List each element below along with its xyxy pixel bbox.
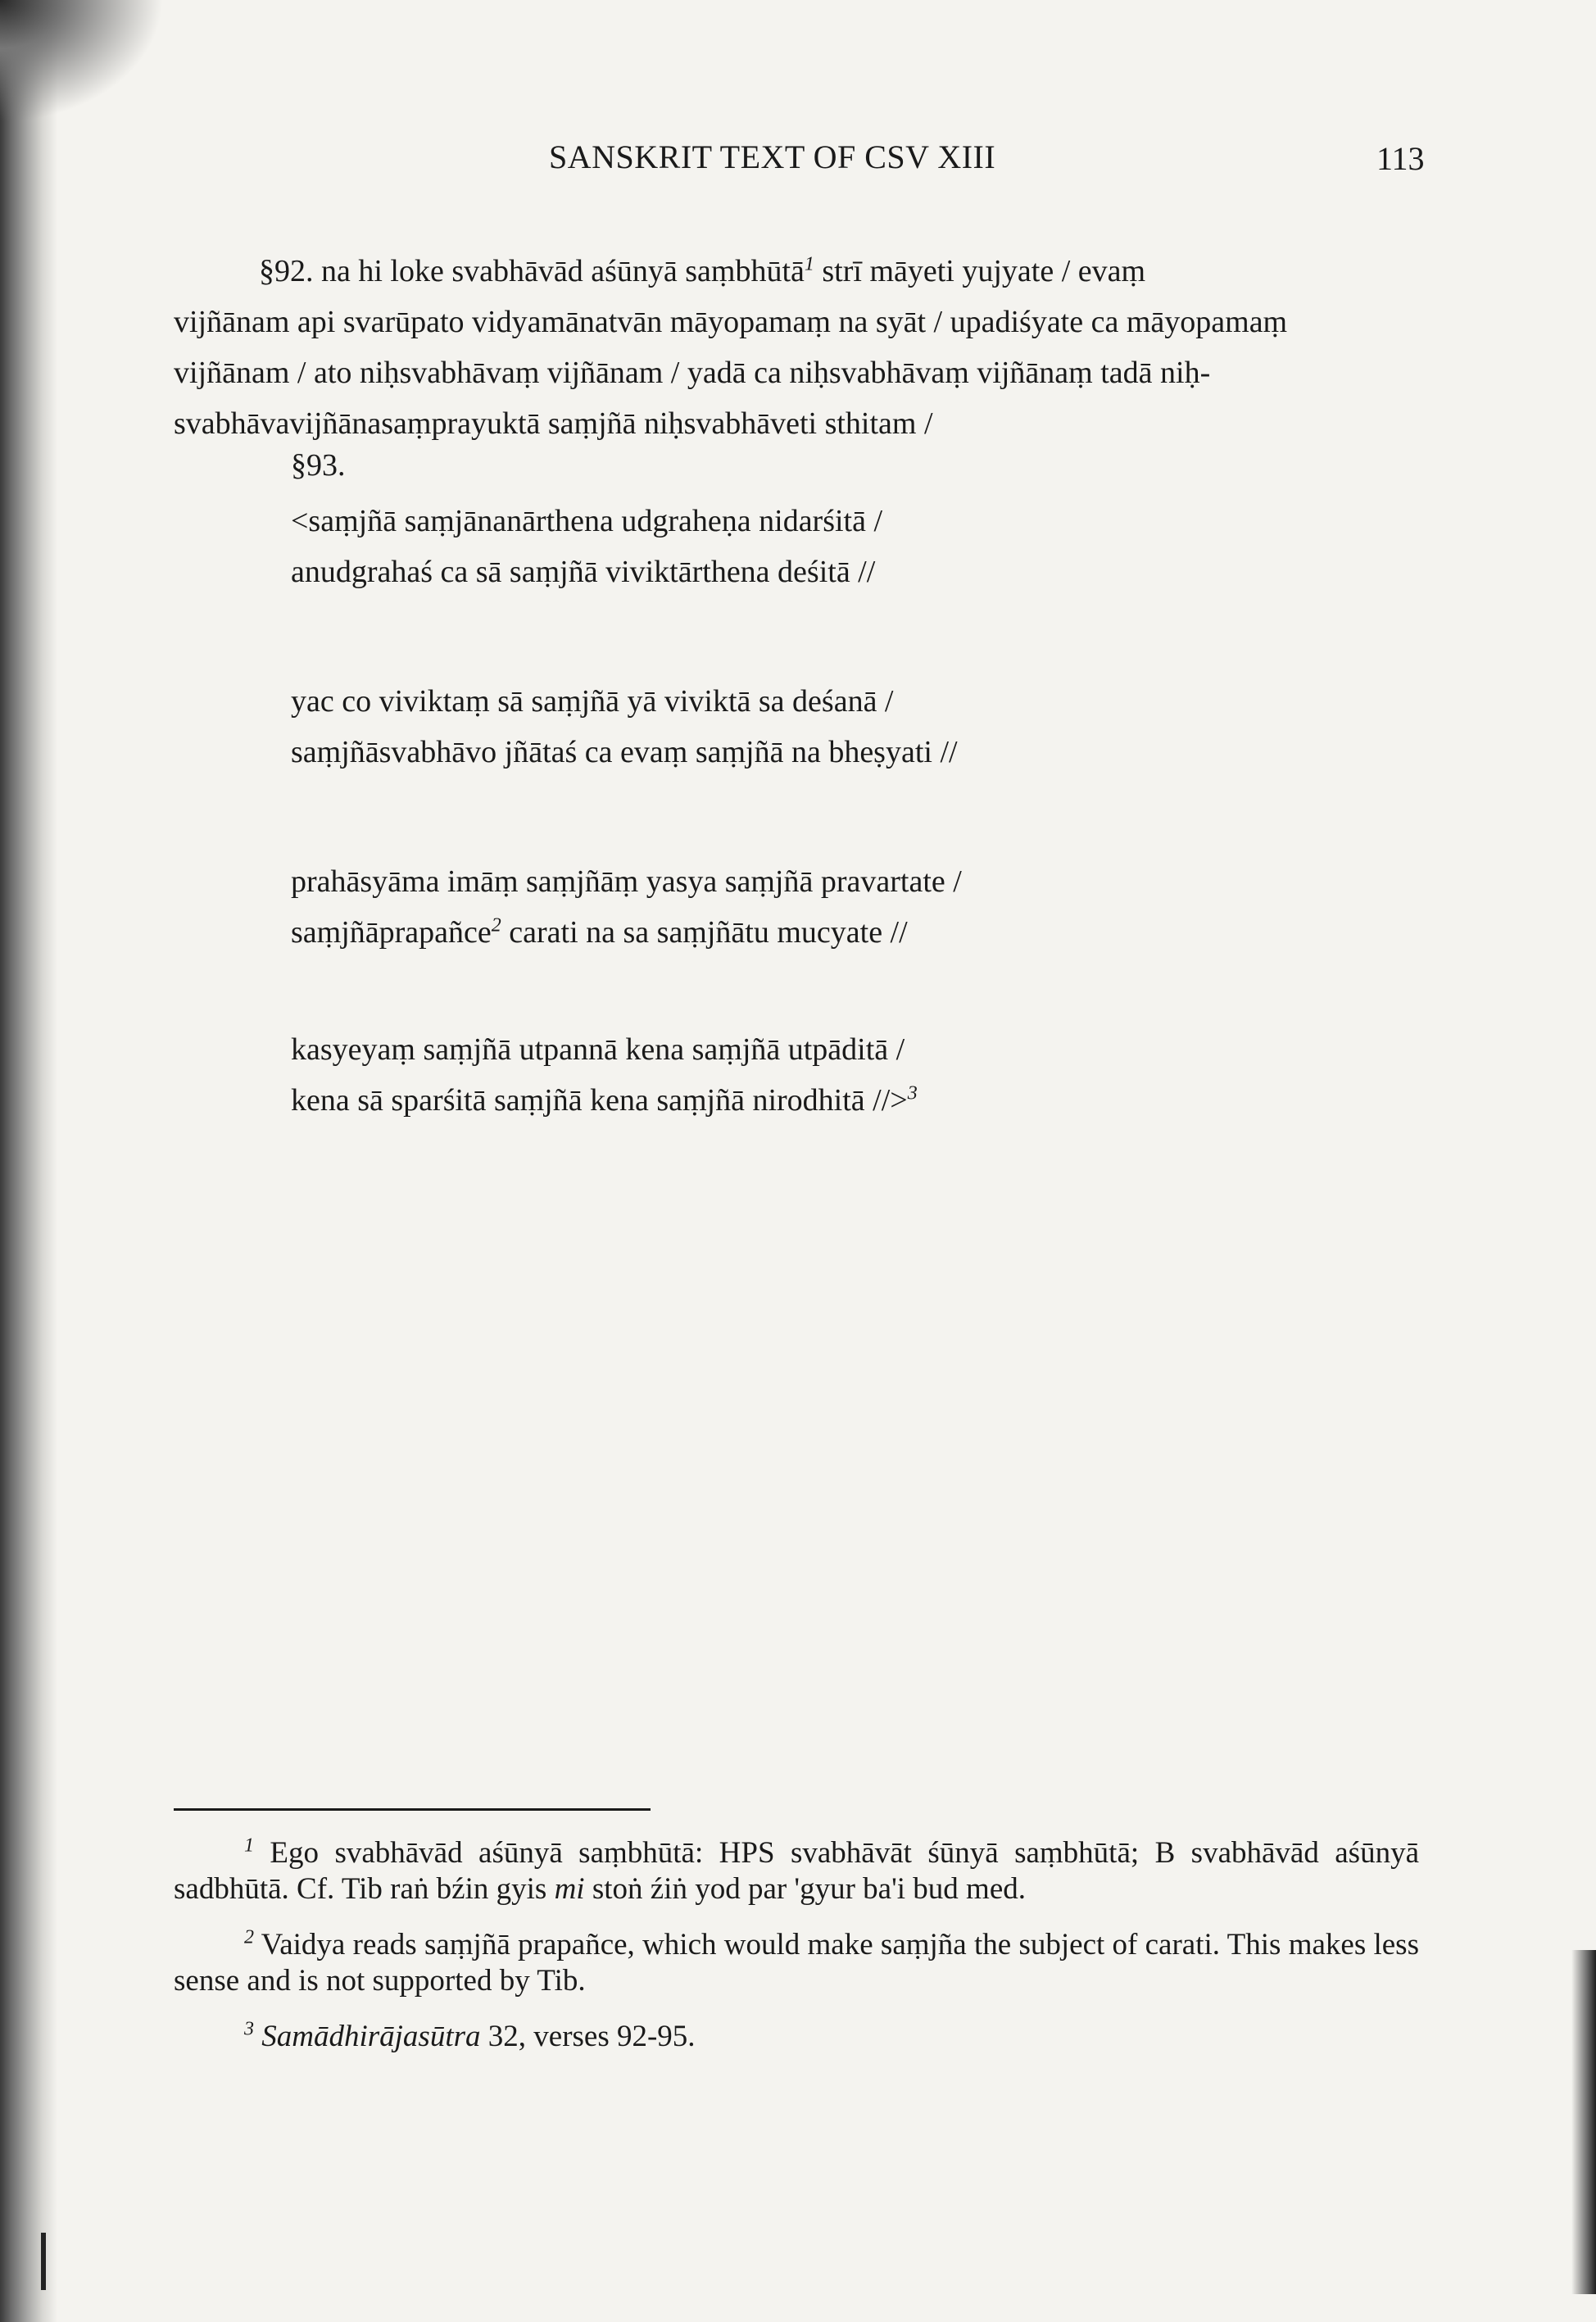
running-title: SANSKRIT TEXT OF CSV XIII bbox=[549, 138, 996, 175]
scan-binding-shadow bbox=[0, 0, 57, 2322]
verse-line: yac co viviktaṃ sā saṃjñā yā viviktā sa deśanā / bbox=[291, 684, 894, 719]
scan-corner-shadow bbox=[0, 0, 164, 123]
footnotes bbox=[174, 1835, 1419, 2075]
page-number: 113 bbox=[1376, 140, 1425, 177]
prose-line: §92. na hi loke svabhāvād aśūnyā saṃbhūtā$^1$ strī māyeti yujyate / evaṃ bbox=[259, 253, 1146, 288]
footnote-ref-3[interactable]: 3 bbox=[907, 1082, 918, 1104]
verse-line: kena sā sparśitā saṃjñā kena saṃjñā nirodhitā //>$^3$ bbox=[291, 1082, 918, 1118]
verse-line: kasyeyaṃ saṃjñā utpannā kena saṃjñā utpāditā / bbox=[291, 1032, 905, 1067]
verse-line: saṃjñāsvabhāvo jñātaś ca evaṃ saṃjñā na bheṣyati // bbox=[291, 735, 958, 769]
verse-stanza bbox=[291, 496, 882, 597]
scan-edge-shadow bbox=[1571, 1950, 1596, 2294]
verse-stanza bbox=[291, 856, 962, 958]
prose-line: vijñānam api svarūpato vidyamānatvān māyopamaṃ na syāt / upadiśyate ca māyopamaṃ bbox=[174, 305, 1288, 339]
section-label-93: §93. bbox=[291, 448, 346, 483]
footnote-ref-2[interactable]: 2 bbox=[491, 914, 501, 937]
prose-line: svabhāvavijñānasaṃprayuktā saṃjñā niḥsvabhāveti sthitam / bbox=[174, 406, 933, 441]
footnote-1: $^1$ Ego svabhāvād aśūnyā saṃbhūtā: HPS svabhāvāt śūnyā saṃbhūtā; B svabhāvād aśūnyā sadbhūtā. Cf. Tib raṅ bźin gyis mi stoṅ źiṅ yod par 'gyur ba'i bud med. bbox=[174, 1834, 1419, 1906]
verse-stanza bbox=[291, 676, 958, 778]
footnote-divider bbox=[174, 1808, 651, 1811]
scan-mark bbox=[41, 2233, 46, 2290]
footnote-ref-1[interactable]: 1 bbox=[804, 253, 814, 275]
paragraph-92 bbox=[174, 246, 1403, 449]
footnote-3: $^3$ Samādhirājasūtra 32, verses 92-95. bbox=[244, 2018, 696, 2053]
footnote-2: $^2$ Vaidya reads saṃjñā prapañce, which would make saṃjña the subject of carati. This makes less sense and is not supported by Tib. bbox=[174, 1926, 1419, 1998]
verse-line: prahāsyāma imāṃ saṃjñāṃ yasya saṃjñā pravartate / bbox=[291, 864, 962, 899]
verse-line: <saṃjñā saṃjānanārthena udgraheṇa nidarśitā / bbox=[291, 504, 883, 538]
verse-stanza bbox=[291, 1024, 918, 1126]
verse-line: anudgrahaś ca sā saṃjñā viviktārthena deśitā // bbox=[291, 555, 876, 589]
prose-line: vijñānam / ato niḥsvabhāvaṃ vijñānam / yadā ca niḥsvabhāvaṃ vijñānaṃ tadā niḥ- bbox=[174, 356, 1211, 390]
verse-line: saṃjñāprapañce$^2$ carati na sa saṃjñātu mucyate // bbox=[291, 914, 908, 950]
